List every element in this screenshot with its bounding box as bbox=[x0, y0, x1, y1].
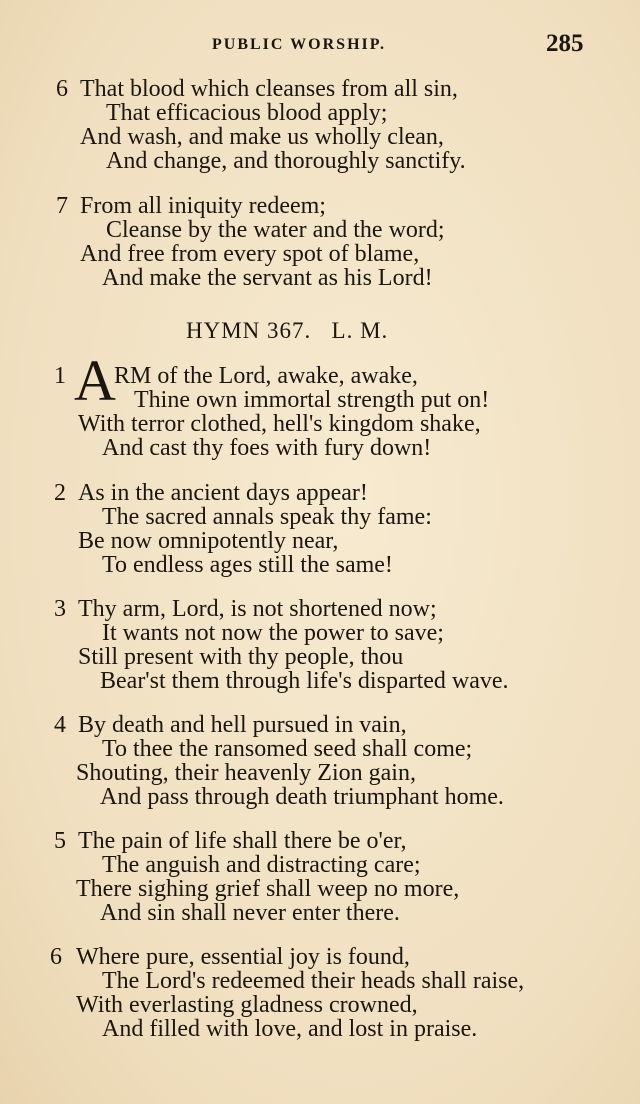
verse-number: 3 bbox=[54, 596, 66, 622]
verse-line: And sin shall never enter there. bbox=[100, 900, 400, 926]
verse-line: From all iniquity redeem; bbox=[80, 193, 326, 219]
verse-line: And cast thy foes with fury down! bbox=[102, 435, 432, 461]
hymn-number: HYMN 367. bbox=[186, 318, 312, 343]
verse-line: Thy arm, Lord, is not shortened now; bbox=[78, 596, 437, 622]
verse-line: The Lord's redeemed their heads shall raise, bbox=[102, 968, 525, 994]
verse-line: Still present with thy people, thou bbox=[78, 644, 404, 670]
verse-line: There sighing grief shall weep no more, bbox=[76, 876, 460, 902]
verse-number: 5 bbox=[54, 828, 66, 854]
verse-number: 2 bbox=[54, 480, 66, 506]
running-head: PUBLIC WORSHIP. bbox=[212, 36, 387, 53]
verse-line: That blood which cleanses from all sin, bbox=[80, 76, 458, 102]
verse-number: 7 bbox=[56, 193, 68, 219]
verse-line: Be now omnipotently near, bbox=[78, 528, 339, 554]
verse-line: To endless ages still the same! bbox=[102, 552, 393, 578]
drop-cap: A bbox=[74, 348, 116, 413]
verse-line: As in the ancient days appear! bbox=[78, 480, 368, 506]
page-header bbox=[0, 30, 640, 60]
verse-line: Shouting, their heavenly Zion gain, bbox=[76, 760, 416, 786]
verse-line: And make the servant as his Lord! bbox=[102, 265, 433, 291]
verse-line: By death and hell pursued in vain, bbox=[78, 712, 407, 738]
verse-line: And wash, and make us wholly clean, bbox=[80, 124, 444, 150]
verse-line: RM of the Lord, awake, awake, bbox=[114, 363, 418, 389]
verse-line: Where pure, essential joy is found, bbox=[76, 944, 410, 970]
verse-line: The anguish and distracting care; bbox=[102, 852, 421, 878]
verse-number: 6 bbox=[50, 944, 62, 970]
verse-line: And free from every spot of blame, bbox=[80, 241, 420, 267]
verse-line: To thee the ransomed seed shall come; bbox=[102, 736, 473, 762]
verse-line: And filled with love, and lost in praise. bbox=[102, 1016, 478, 1042]
verse-line: It wants not now the power to save; bbox=[102, 620, 444, 646]
verse-line: With everlasting gladness crowned, bbox=[76, 992, 418, 1018]
verse-number: 1 bbox=[54, 363, 66, 389]
verse-number: 6 bbox=[56, 76, 68, 102]
verse-line: The pain of life shall there be o'er, bbox=[78, 828, 407, 854]
verse-line: And change, and thoroughly sanctify. bbox=[106, 148, 466, 174]
verse-line: The sacred annals speak thy fame: bbox=[102, 504, 432, 530]
hymn-meter: L. M. bbox=[331, 318, 389, 343]
verse-line: Thine own immortal strength put on! bbox=[134, 387, 490, 413]
verse-line: Bear'st them through life's disparted wave. bbox=[100, 668, 509, 694]
verse-number: 4 bbox=[54, 712, 66, 738]
verse-line: And pass through death triumphant home. bbox=[100, 784, 504, 810]
verse-line: Cleanse by the water and the word; bbox=[106, 217, 445, 243]
hymn-title bbox=[186, 318, 388, 344]
verse-line: That efficacious blood apply; bbox=[106, 100, 388, 126]
page-number: 285 bbox=[546, 30, 584, 57]
verse-line: With terror clothed, hell's kingdom shake, bbox=[78, 411, 481, 437]
